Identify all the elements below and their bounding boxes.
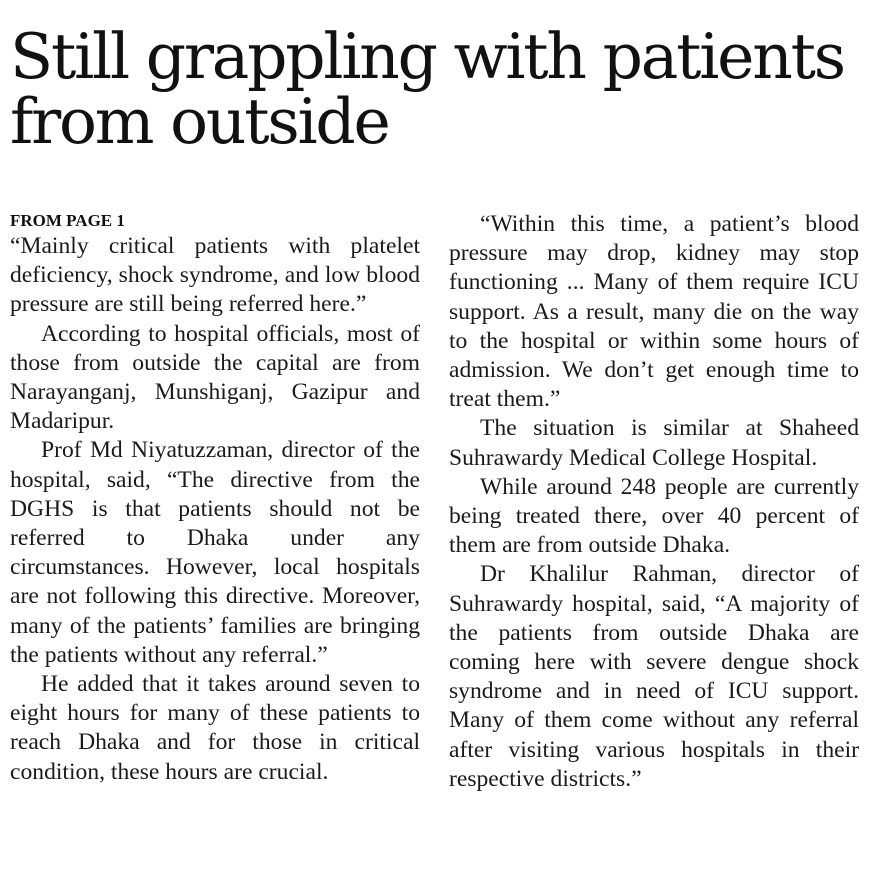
paragraph: “Within this time, a patient’s blood pressure may drop, kidney may stop functioning ... Many of them require ICU support. As a result, many die on the way to the hospital or within some hours of admission. We don’t get enough time to treat them.” bbox=[449, 211, 859, 413]
paragraph: The situation is similar at Shaheed Suhrawardy Medical College Hospital. bbox=[449, 415, 859, 471]
paragraph: According to hospital officials, most of those from outside the capital are from Narayanganj, Munshiganj, Gazipur and Madaripur. bbox=[10, 320, 420, 435]
continuation-kicker: FROM PAGE 1 bbox=[10, 211, 125, 230]
paragraph: While around 248 people are currently being treated there, over 40 percent of them are from outside Dhaka. bbox=[449, 473, 859, 559]
paragraph: Dr Khalilur Rahman, director of Suhrawardy hospital, said, “A majority of the patients from outside Dhaka are coming here with severe dengue shock syndrome and in need of ICU support. Many of them come without any referral after visiting various hospitals in their respective districts.” bbox=[449, 561, 859, 792]
article-column-left bbox=[10, 210, 420, 787]
paragraph: He added that it takes around seven to eight hours for many of these patients to reach Dhaka and for those in critical condition, these hours are crucial. bbox=[10, 671, 420, 785]
paragraph: “Mainly critical patients with platelet deficiency, shock syndrome, and low blood pressure are still being referred here.” bbox=[10, 233, 420, 318]
paragraph: Prof Md Niyatuzzaman, director of the hospital, said, “The directive from the DGHS is that patients should not be referred to Dhaka under any circumstances. However, local hospitals are not following this directive. Moreover, many of the patients’ families are bringing the patients without any referral.” bbox=[10, 437, 420, 668]
article-column-right bbox=[449, 210, 859, 794]
headline: Still grappling with patients from outside bbox=[10, 20, 844, 158]
